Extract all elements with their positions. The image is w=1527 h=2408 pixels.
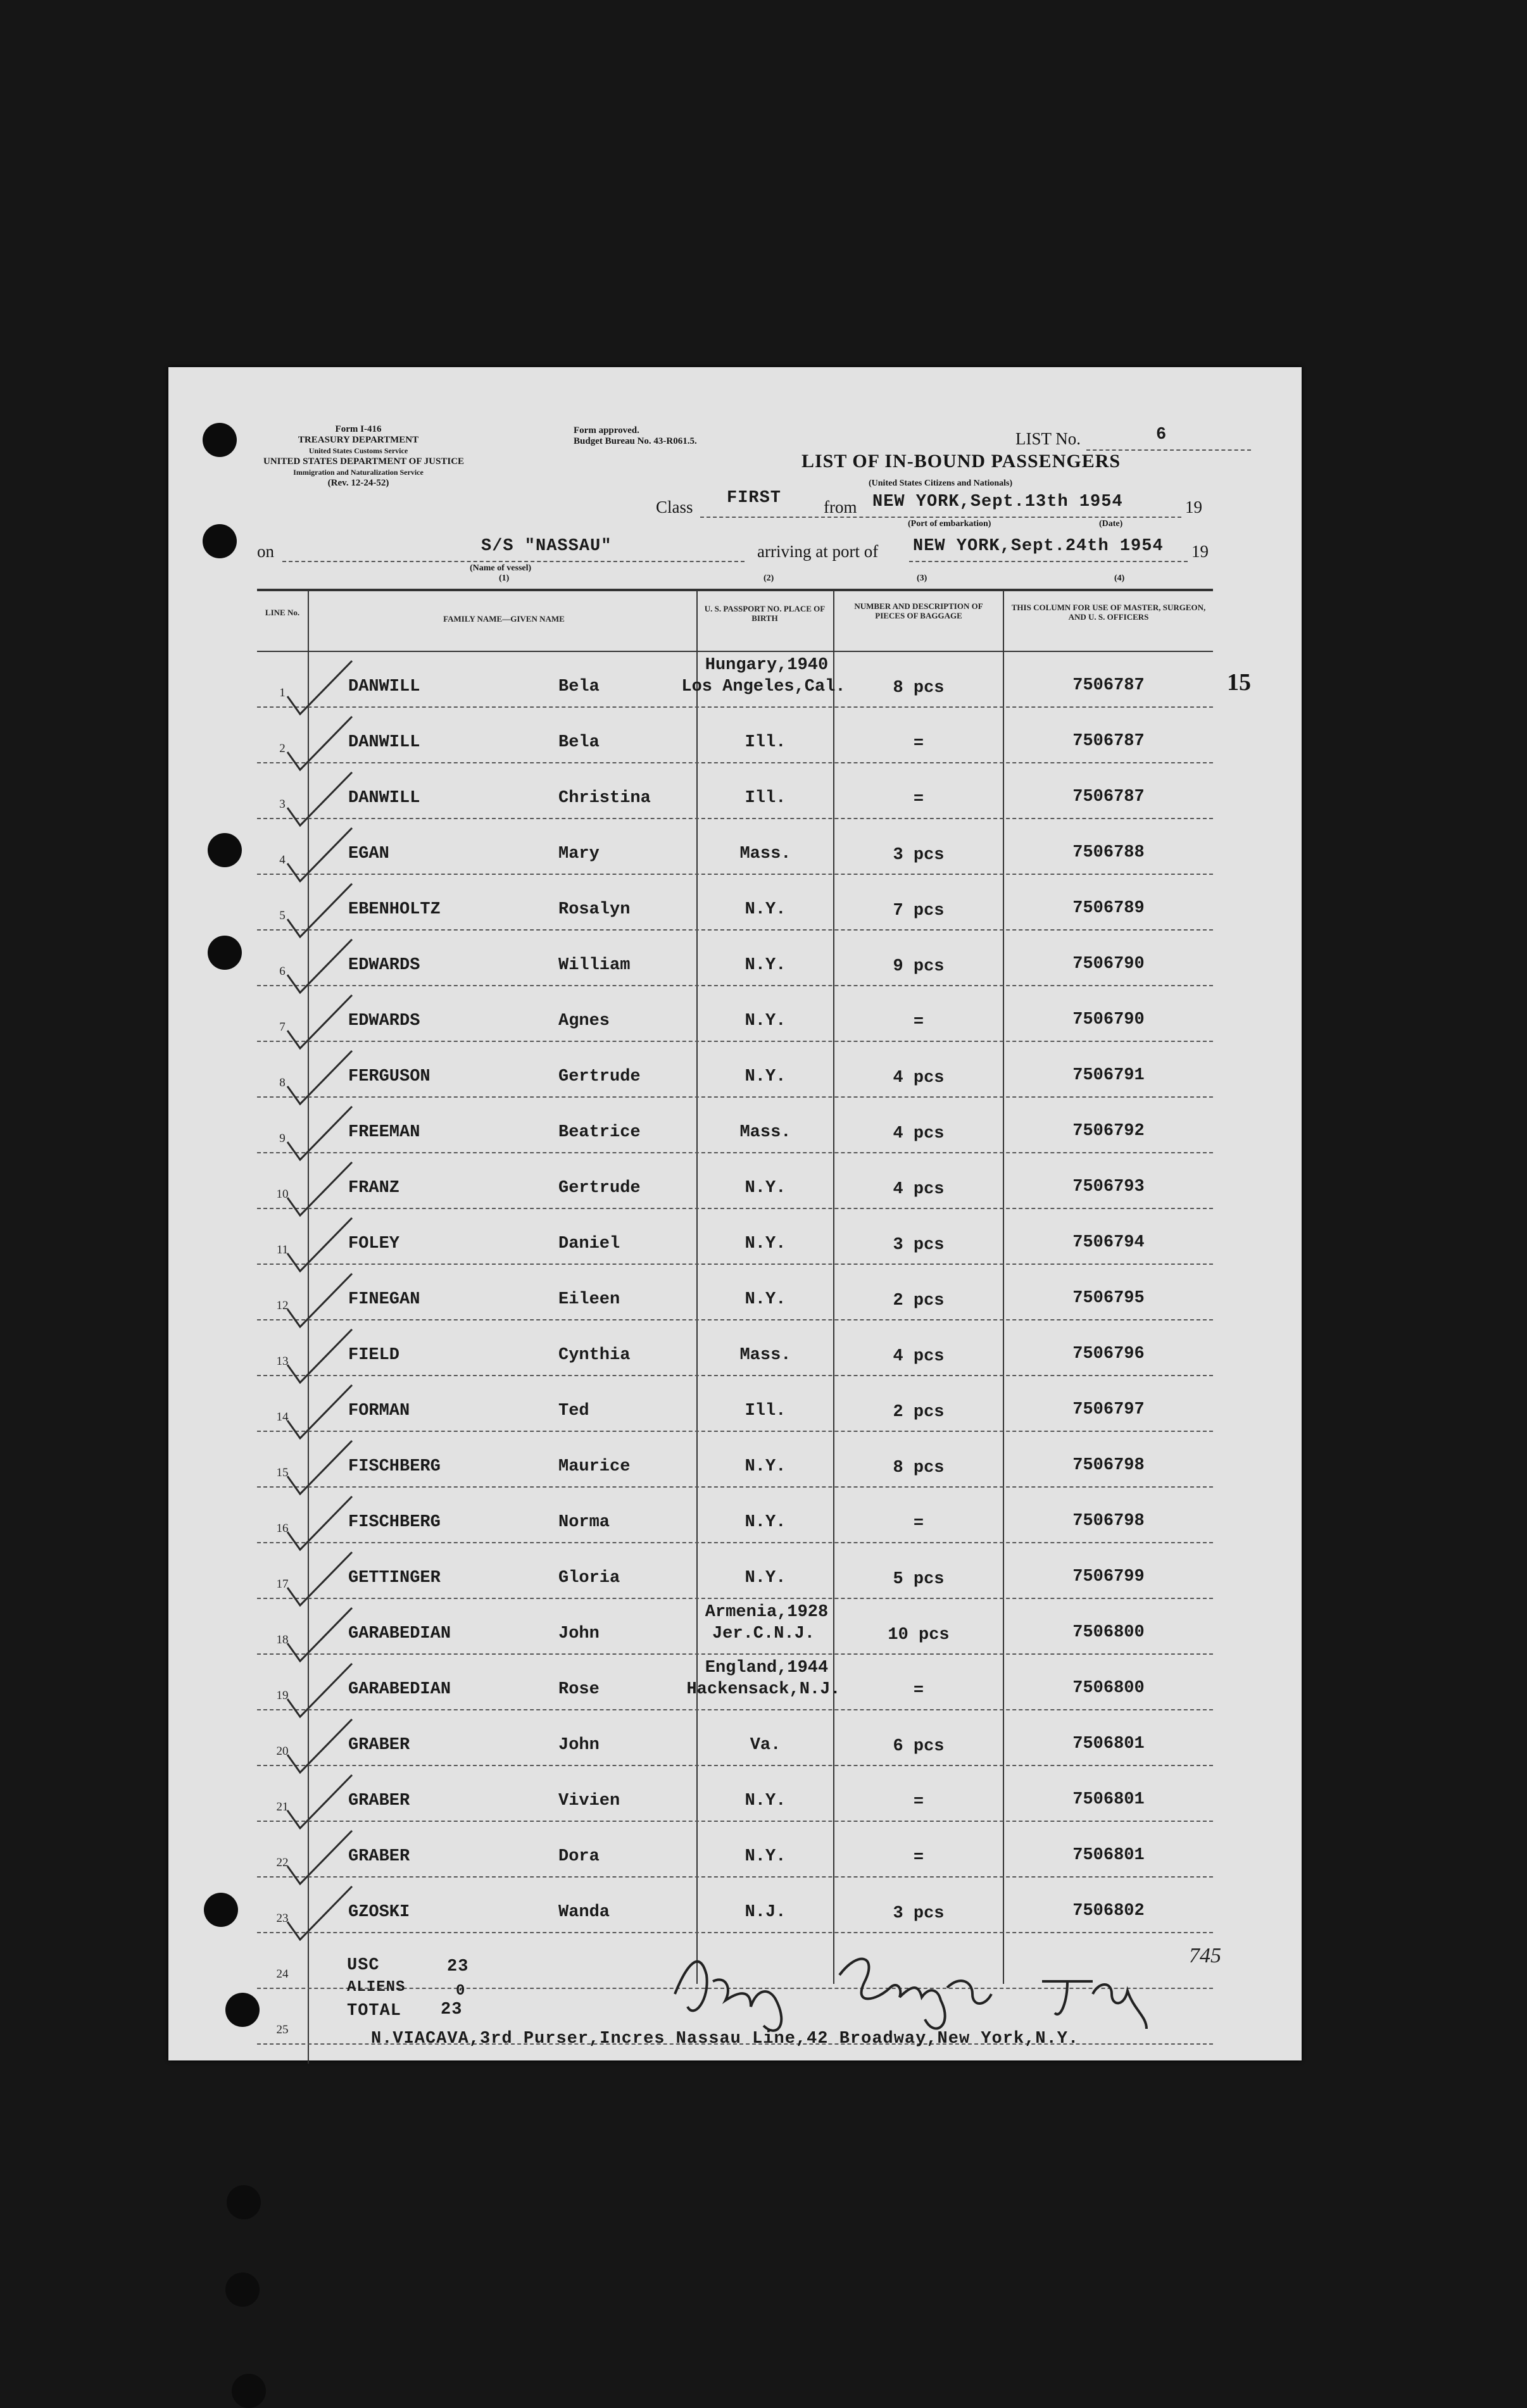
line-number: 7: [279, 1020, 286, 1034]
baggage: 10 pcs: [888, 1626, 950, 1645]
given-name: Ted: [558, 1402, 589, 1420]
control-number: 7506795: [1072, 1289, 1145, 1308]
place-of-birth-line2: Los Angeles,Cal.: [681, 677, 846, 696]
binder-hole: [227, 2185, 261, 2219]
family-name: FISCHBERG: [348, 1513, 441, 1532]
row-rule: [257, 1319, 1213, 1320]
year-suffix: 19: [1185, 498, 1202, 517]
line-number: 3: [279, 798, 286, 811]
binder-hole: [204, 1893, 238, 1927]
row-rule: [257, 929, 1213, 931]
baggage: =: [913, 1514, 924, 1533]
baggage: 4 pcs: [893, 1069, 945, 1088]
control-number: 7506800: [1072, 1623, 1145, 1642]
line-number: 18: [276, 1633, 289, 1646]
col-header-line: LINE No.: [265, 608, 300, 617]
place-of-birth: N.Y.: [745, 1179, 786, 1198]
baggage: 2 pcs: [893, 1291, 945, 1310]
family-name: GRABER: [348, 1736, 410, 1755]
line-number: 12: [276, 1299, 289, 1312]
line-number: 13: [276, 1355, 289, 1368]
line-number: 1: [279, 686, 286, 699]
page-subtitle: (United States Citizens and Nationals): [869, 479, 1013, 488]
control-number: 7506787: [1072, 732, 1145, 751]
row-rule: [257, 818, 1213, 819]
binder-hole: [203, 423, 237, 457]
aliens-value: 0: [456, 1983, 466, 2000]
baggage: 6 pcs: [893, 1737, 945, 1756]
line-number: 23: [276, 1912, 289, 1925]
line-number: 22: [276, 1856, 289, 1869]
baggage: =: [913, 1848, 924, 1867]
check-mark: [282, 1878, 358, 1947]
family-name: GRABER: [348, 1791, 410, 1810]
place-of-birth: N.Y.: [745, 1457, 786, 1476]
justice-dept: UNITED STATES DEPARTMENT OF JUSTICE: [263, 456, 465, 467]
baggage: 7 pcs: [893, 901, 945, 920]
list-number-value: 6: [1156, 425, 1167, 444]
table-top-border: [257, 589, 1213, 591]
control-number: 7506790: [1072, 1010, 1145, 1029]
on-label: on: [257, 542, 274, 561]
approval-block: [574, 425, 697, 447]
row-rule: [257, 1208, 1213, 1209]
baggage: 3 pcs: [893, 1236, 945, 1255]
baggage: =: [913, 1681, 924, 1700]
given-name: Cynthia: [558, 1346, 631, 1365]
line-number: 8: [279, 1076, 286, 1089]
family-name: FRANZ: [348, 1179, 400, 1198]
column-number: (1): [499, 574, 510, 583]
line-number: 20: [276, 1745, 289, 1758]
place-of-birth: Mass.: [739, 1346, 791, 1365]
baggage: 5 pcs: [893, 1570, 945, 1589]
given-name: Mary: [558, 844, 600, 863]
baggage: 4 pcs: [893, 1347, 945, 1366]
from-value: NEW YORK,Sept.13th 1954: [872, 492, 1123, 511]
control-number: 7506796: [1072, 1345, 1145, 1364]
line-number: 19: [276, 1689, 289, 1702]
given-name: Wanda: [558, 1903, 610, 1922]
baggage: 4 pcs: [893, 1124, 945, 1143]
line-number: 21: [276, 1800, 289, 1814]
place-of-birth: Ill.: [745, 789, 786, 808]
family-name: GZOSKI: [348, 1903, 410, 1922]
row-rule: [257, 1431, 1213, 1432]
line-number: 11: [276, 1243, 289, 1257]
given-name: John: [558, 1624, 600, 1643]
place-of-birth: N.Y.: [745, 1847, 786, 1866]
officer-signature: [650, 1937, 1257, 2032]
place-of-birth: N.J.: [745, 1903, 786, 1922]
binder-hole: [225, 2273, 260, 2307]
control-number: 7506800: [1072, 1679, 1145, 1698]
row-rule: [257, 1486, 1213, 1488]
family-name: EDWARDS: [348, 956, 420, 975]
place-of-birth: N.Y.: [745, 1234, 786, 1253]
control-number: 7506798: [1072, 1456, 1145, 1475]
form-sheet: [168, 367, 1302, 2060]
given-name: Norma: [558, 1513, 610, 1532]
row-rule: [257, 1821, 1213, 1822]
control-number: 7506799: [1072, 1567, 1145, 1586]
class-label: Class: [656, 498, 693, 517]
list-number-label: LIST No.: [1015, 429, 1081, 448]
row-rule: [257, 1765, 1213, 1766]
line-number: 15: [276, 1466, 289, 1479]
control-number: 7506798: [1072, 1512, 1145, 1531]
family-name: EGAN: [348, 844, 389, 863]
family-name: FINEGAN: [348, 1290, 420, 1309]
arriving-label: arriving at port of: [757, 542, 879, 561]
line-number: 2: [279, 742, 286, 755]
from-label: from: [824, 498, 857, 517]
control-number: 7506801: [1072, 1846, 1145, 1865]
family-name: GETTINGER: [348, 1569, 441, 1588]
baggage: =: [913, 1013, 924, 1032]
family-name: FORMAN: [348, 1402, 410, 1420]
place-of-birth: Ill.: [745, 733, 786, 752]
given-name: Gloria: [558, 1569, 620, 1588]
vessel-name-label: (Name of vessel): [470, 563, 532, 573]
family-name: EBENHOLTZ: [348, 900, 441, 919]
line-number: 9: [279, 1132, 286, 1145]
class-value: FIRST: [727, 489, 782, 508]
row-rule: [257, 874, 1213, 875]
col-header-baggage: NUMBER AND DESCRIPTION OF PIECES OF BAGGAGE: [854, 601, 983, 620]
binder-hole: [203, 524, 237, 558]
row-rule: [257, 1709, 1213, 1710]
form-number: Form I-416: [335, 424, 382, 434]
given-name: Bela: [558, 733, 600, 752]
row-rule: [257, 1152, 1213, 1153]
control-number: 7506797: [1072, 1400, 1145, 1419]
control-number: 7506787: [1072, 676, 1145, 695]
page-title: LIST OF IN-BOUND PASSENGERS: [801, 451, 1121, 472]
given-name: Gertrude: [558, 1067, 641, 1086]
row-rule: [257, 1932, 1213, 1933]
column-number: (4): [1114, 574, 1125, 583]
baggage: 8 pcs: [893, 679, 945, 698]
line-number: 10: [276, 1188, 289, 1201]
baggage: =: [913, 734, 924, 753]
place-of-birth: N.Y.: [745, 1290, 786, 1309]
baggage: =: [913, 1793, 924, 1812]
line-number: 25: [276, 2023, 289, 2036]
column-number: (3): [917, 574, 927, 583]
row-rule: [257, 1041, 1213, 1042]
family-name: GARABEDIAN: [348, 1680, 451, 1699]
given-name: Rose: [558, 1680, 600, 1699]
given-name: Bela: [558, 677, 600, 696]
baggage: 9 pcs: [893, 957, 945, 976]
baggage: 8 pcs: [893, 1458, 945, 1477]
row-rule: [257, 762, 1213, 763]
given-name: Rosalyn: [558, 900, 631, 919]
place-of-birth: N.Y.: [745, 1569, 786, 1588]
family-name: FOLEY: [348, 1234, 400, 1253]
row-rule: [257, 1542, 1213, 1543]
control-number: 7506794: [1072, 1233, 1145, 1252]
binder-hole: [208, 833, 242, 867]
aliens-label: ALIENS: [347, 1979, 406, 1996]
control-number: 7506801: [1072, 1734, 1145, 1753]
customs-service: United States Customs Service: [308, 446, 408, 455]
side-number: 15: [1227, 669, 1251, 696]
row-rule: [257, 1096, 1213, 1098]
place-of-birth: Armenia,1928: [705, 1603, 829, 1622]
revision: (Rev. 12-24-52): [327, 478, 389, 488]
baggage: 4 pcs: [893, 1180, 945, 1199]
budget-number: Budget Bureau No. 43-R061.5.: [574, 436, 697, 446]
place-of-birth: N.Y.: [745, 1012, 786, 1031]
row-rule: [257, 1598, 1213, 1599]
given-name: Christina: [558, 789, 651, 808]
control-number: 7506793: [1072, 1177, 1145, 1196]
vessel-name: S/S "NASSAU": [481, 537, 612, 556]
binder-hole: [232, 2374, 266, 2408]
given-name: Gertrude: [558, 1179, 641, 1198]
total-label: TOTAL: [347, 2002, 402, 2021]
line-number: 14: [276, 1410, 289, 1424]
place-of-birth-line2: Jer.C.N.J.: [712, 1624, 815, 1643]
row-rule: [257, 985, 1213, 986]
column-number: (2): [764, 574, 774, 583]
form-approved: Form approved.: [574, 425, 639, 436]
place-of-birth: N.Y.: [745, 956, 786, 975]
given-name: Dora: [558, 1847, 600, 1866]
baggage: =: [913, 790, 924, 809]
family-name: DANWILL: [348, 677, 420, 696]
line-number: 17: [276, 1577, 289, 1591]
baggage: 3 pcs: [893, 846, 945, 865]
given-name: William: [558, 956, 631, 975]
binder-hole: [208, 936, 242, 970]
control-number: 7506788: [1072, 843, 1145, 862]
family-name: GRABER: [348, 1847, 410, 1866]
place-of-birth: N.Y.: [745, 1067, 786, 1086]
usc-value: 23: [447, 1957, 469, 1976]
given-name: Daniel: [558, 1234, 620, 1253]
given-name: Agnes: [558, 1012, 610, 1031]
family-name: GARABEDIAN: [348, 1624, 451, 1643]
row-rule: [257, 1876, 1213, 1878]
given-name: Eileen: [558, 1290, 620, 1309]
family-name: DANWILL: [348, 789, 420, 808]
family-name: FISCHBERG: [348, 1457, 441, 1476]
control-number: 7506789: [1072, 899, 1145, 918]
row-rule: [257, 706, 1213, 708]
place-of-birth: Mass.: [739, 844, 791, 863]
family-name: DANWILL: [348, 733, 420, 752]
line-number: 5: [279, 909, 286, 922]
place-of-birth-line2: Hackensack,N.J.: [686, 1680, 841, 1699]
col-header-officers: THIS COLUMN FOR USE OF MASTER, SURGEON, AND U. S. OFFICERS: [1011, 603, 1206, 622]
baggage: 2 pcs: [893, 1403, 945, 1422]
place-of-birth: Mass.: [739, 1123, 791, 1142]
family-name: FREEMAN: [348, 1123, 420, 1142]
treasury-dept: TREASURY DEPARTMENT: [298, 435, 419, 445]
given-name: John: [558, 1736, 600, 1755]
family-name: FIELD: [348, 1346, 400, 1365]
signature-note: 745: [1189, 1944, 1221, 1967]
control-number: 7506801: [1072, 1790, 1145, 1809]
purser-line: N.VIACAVA,3rd Purser,Incres Nassau Line,42 Broadway,New York,N.Y.: [371, 2029, 1079, 2048]
given-name: Vivien: [558, 1791, 620, 1810]
agency-block: [263, 424, 465, 489]
arrival-value: NEW YORK,Sept.24th 1954: [913, 537, 1164, 556]
line-number: 16: [276, 1522, 289, 1535]
ins-service: Immigration and Naturalization Service: [293, 468, 424, 477]
control-number: 7506787: [1072, 787, 1145, 806]
row-rule: [257, 1375, 1213, 1376]
family-name: EDWARDS: [348, 1012, 420, 1031]
row-rule: [257, 1653, 1213, 1655]
line-number: 6: [279, 965, 286, 978]
place-of-birth: Ill.: [745, 1402, 786, 1420]
total-value: 23: [441, 2000, 463, 2019]
given-name: Maurice: [558, 1457, 631, 1476]
col-header-passport: U. S. PASSPORT NO. PLACE OF BIRTH: [704, 604, 826, 623]
usc-label: USC: [347, 1956, 380, 1975]
family-name: FERGUSON: [348, 1067, 430, 1086]
place-of-birth: N.Y.: [745, 1513, 786, 1532]
row-rule: [257, 1264, 1213, 1265]
place-of-birth: Va.: [750, 1736, 781, 1755]
port-embarkation-label: (Port of embarkation): [908, 519, 991, 529]
baggage: 3 pcs: [893, 1904, 945, 1923]
arrival-year-suffix: 19: [1191, 542, 1209, 561]
place-of-birth: N.Y.: [745, 900, 786, 919]
place-of-birth: Hungary,1940: [705, 656, 829, 675]
control-number: 7506791: [1072, 1066, 1145, 1085]
header-bottom-border: [257, 651, 1213, 652]
place-of-birth: England,1944: [705, 1659, 829, 1677]
line-number: 4: [279, 853, 286, 867]
control-number: 7506792: [1072, 1122, 1145, 1141]
line-number: 24: [276, 1967, 289, 1981]
date-label: (Date): [1099, 519, 1123, 529]
col-header-name: FAMILY NAME—GIVEN NAME: [443, 614, 565, 624]
given-name: Beatrice: [558, 1123, 641, 1142]
binder-hole: [225, 1993, 260, 2027]
control-number: 7506802: [1072, 1902, 1145, 1921]
control-number: 7506790: [1072, 955, 1145, 974]
place-of-birth: N.Y.: [745, 1791, 786, 1810]
